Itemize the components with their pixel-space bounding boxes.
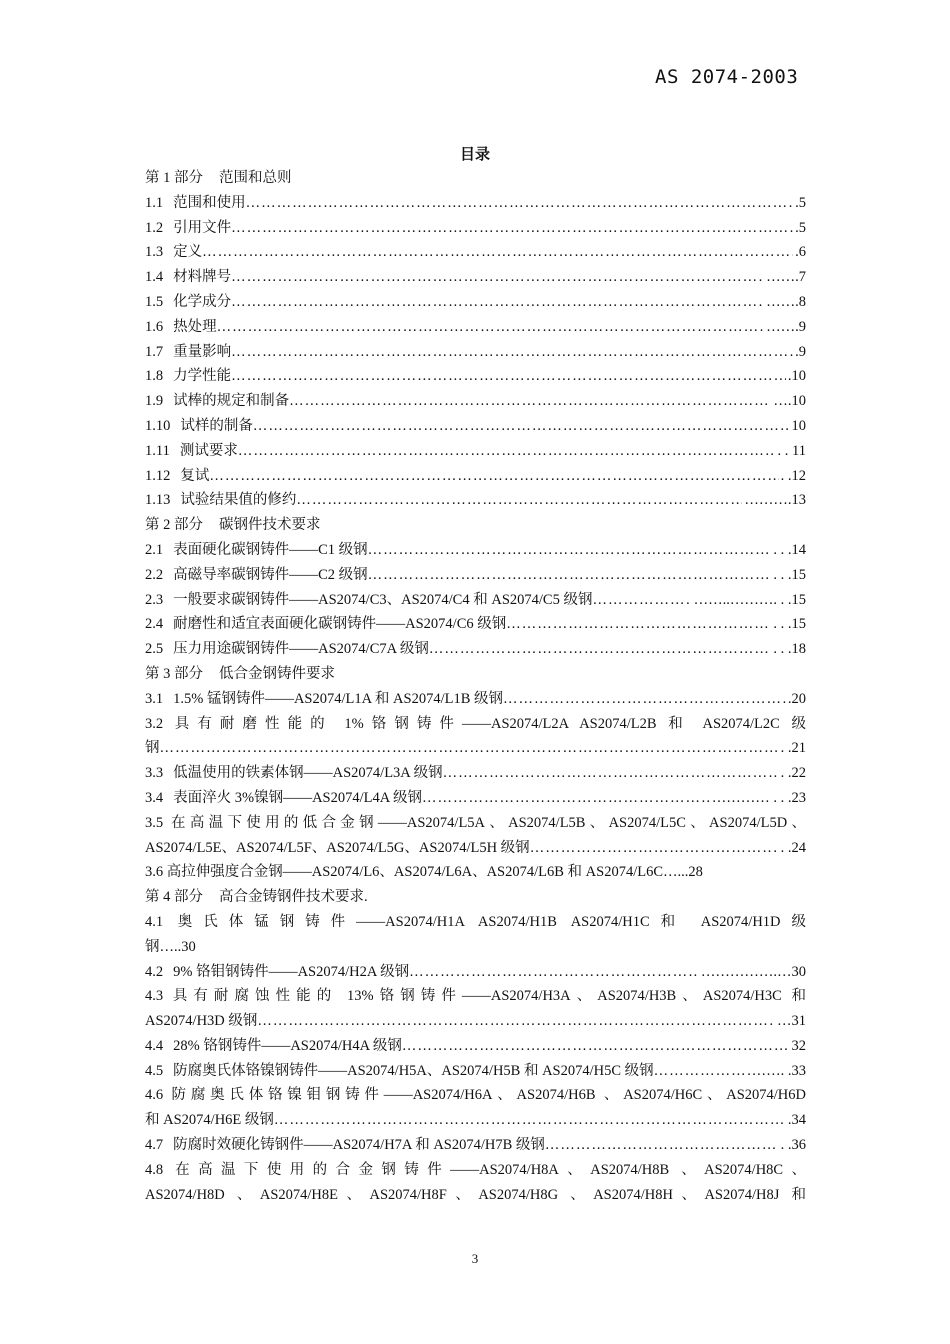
dot-leader — [231, 364, 786, 389]
entry-page: . .36 — [780, 1137, 806, 1154]
part-number: 第 2 部分 — [145, 517, 203, 534]
toc-entry — [145, 265, 806, 290]
dot-leader — [409, 960, 699, 985]
entry-title: 热处理 — [173, 318, 217, 335]
entry-title: 一般要求碳钢铸件——AS2074/C3、AS2074/C4 和 AS2074/C5 级钢 — [173, 591, 593, 608]
part-title: 高合金铸钢件技术要求. — [219, 889, 368, 906]
entry-text: AS2074/H8D 、AS2074/H8E、AS2074/H8F、AS2074/H8G 、AS2074/H8H、AS2074/H8J 和 — [145, 1186, 806, 1203]
entry-title: 定义 — [173, 244, 203, 261]
toc-part-heading — [145, 513, 806, 538]
part-number: 第 1 部分 — [145, 170, 203, 186]
part-title: 范围和总则 — [219, 170, 292, 186]
entry-title: 防腐奥氏体铬镍钢铸件——AS2074/H5A、AS2074/H5B 和 AS2074/H5C 级钢 — [173, 1062, 654, 1079]
toc-entry — [145, 191, 806, 216]
entry-title: 表面硬化碳钢铸件——C1 级钢 — [173, 541, 368, 558]
dot-leader — [202, 240, 793, 265]
dot-leader — [231, 340, 793, 365]
toc-entry — [145, 960, 806, 985]
entry-title: 和 AS2074/H6E 级钢 — [145, 1112, 274, 1129]
entry-number: 1.6 — [145, 318, 164, 335]
part-title: 低合金钢铸件要求 — [219, 665, 335, 682]
entry-number: 1.7 — [145, 343, 164, 360]
entry-number: 2.3 — [145, 591, 164, 608]
entry-text: 4.6 防腐奥氏体铬镍钼钢铸件——AS2074/H6A、AS2074/H6B 、AS2074/H6C、AS2074/H6D — [145, 1087, 806, 1104]
entry-page: . . 11 — [777, 442, 806, 459]
toc-entry — [145, 563, 806, 588]
toc-entry — [145, 340, 806, 365]
entry-title: 力学性能 — [173, 368, 232, 385]
entry-page: . .12 — [780, 467, 806, 484]
entry-page: . . .18 — [773, 641, 806, 658]
entry-number: 1.2 — [145, 219, 164, 236]
entry-title: 压力用途碳钢铸件——AS2074/C7A 级钢 — [173, 641, 429, 658]
entry-number: 3.1 — [145, 690, 164, 707]
dot-leader — [654, 1059, 750, 1084]
entry-page: …….9 — [766, 318, 806, 335]
toc-part-heading — [145, 166, 806, 191]
entry-page: …………….…30 — [700, 963, 806, 980]
entry-page: .6 — [795, 244, 806, 261]
entry-title: 防腐时效硬化铸钢件——AS2074/H7A 和 AS2074/H7B 级钢 — [173, 1137, 545, 1154]
toc-entry — [145, 439, 806, 464]
toc-entry — [145, 1133, 806, 1158]
toc-entry — [145, 240, 806, 265]
entry-page: . .22 — [780, 765, 806, 782]
dot-leader — [368, 538, 772, 563]
part-title: 碳钢件技术要求 — [219, 517, 321, 534]
toc-entry-plain — [145, 935, 806, 960]
dot-leader — [506, 612, 771, 637]
entry-title: AS2074/H3D 级钢 — [145, 1013, 258, 1030]
entry-text: 3.2 具有耐磨性能的 1%铬钢铸件——AS2074/L2A AS2074/L2B 和 AS2074/L2C 级 — [145, 715, 806, 732]
dot-leader — [231, 265, 764, 290]
part-number: 第 4 部分 — [145, 889, 203, 906]
entry-text: 4.1 奥氏体锰钢铸件——AS2074/H1A AS2074/H1B AS2074/H1C和 AS2074/H1D级 — [145, 913, 806, 930]
dot-leader — [368, 563, 772, 588]
entry-text: 钢…..30 — [145, 938, 196, 955]
toc-entry-wrapped — [145, 1158, 806, 1183]
entry-number: 2.4 — [145, 616, 164, 633]
entry-title: AS2074/L5E、AS2074/L5F、AS2074/L5G、AS2074/L5H 级钢 — [145, 839, 530, 856]
toc-entry — [145, 588, 806, 613]
entry-number: 1.3 — [145, 244, 164, 261]
dot-leader — [253, 414, 790, 439]
entry-page: ………… . . .23 — [711, 789, 806, 806]
entry-title: 化学成分 — [173, 293, 232, 310]
entry-page: ……. .33 — [751, 1062, 806, 1079]
entry-page: . . .14 — [773, 541, 806, 558]
toc-entry-wrapped — [145, 712, 806, 737]
entry-page: .9 — [795, 343, 806, 360]
dot-leader — [160, 736, 779, 761]
toc-entry — [145, 488, 806, 513]
entry-number: 1.4 — [145, 269, 164, 286]
toc-entry — [145, 1108, 806, 1133]
entry-title: 1.5% 锰钢铸件——AS2074/L1A 和 AS2074/L1B 级钢 — [173, 690, 504, 707]
entry-page: ….10 — [773, 393, 806, 410]
entry-title: 引用文件 — [173, 219, 232, 236]
entry-number: 2.1 — [145, 541, 164, 558]
entry-number: 4.7 — [145, 1137, 164, 1154]
entry-number: 1.9 — [145, 393, 164, 410]
entry-number: 3.3 — [145, 765, 164, 782]
entry-page: . .21 — [780, 740, 806, 757]
toc-entry — [145, 1059, 806, 1084]
toc-part-heading — [145, 662, 806, 687]
toc-entry — [145, 364, 806, 389]
entry-page: .5 — [795, 194, 806, 211]
entry-page: ……….13 — [744, 492, 806, 509]
dot-leader — [530, 836, 772, 861]
entry-title: 测试要求 — [179, 442, 238, 459]
entry-number: 1.10 — [145, 417, 171, 434]
dot-leader — [257, 1009, 775, 1034]
entry-title: 试验结果值的修约 — [180, 492, 297, 509]
toc-entry-wrapped — [145, 984, 806, 1009]
dot-leader — [503, 687, 786, 712]
dot-leader — [231, 216, 793, 241]
dot-leader — [429, 637, 771, 662]
dot-leader — [231, 290, 764, 315]
entry-title: 试样的制备 — [180, 417, 253, 434]
entry-title: 高磁导率碳钢铸件——C2 级钢 — [173, 566, 368, 583]
entry-number: 2.5 — [145, 641, 164, 658]
dot-leader — [296, 488, 742, 513]
entry-title: 范围和使用 — [173, 194, 246, 211]
entry-title: 重量影响 — [173, 343, 232, 360]
toc-entry — [145, 612, 806, 637]
dot-leader — [238, 439, 776, 464]
entry-number: 4.4 — [145, 1037, 164, 1054]
toc-entry — [145, 216, 806, 241]
entry-number: 1.8 — [145, 368, 164, 385]
entry-title: 表面淬火 3%镍钢——AS2074/L4A 级钢 — [173, 789, 423, 806]
entry-number: 3.4 — [145, 789, 164, 806]
entry-text: 4.8 在高温下使用的合金钢铸件——AS2074/H8A、AS2074/H8B 、AS2074/H8C、 — [145, 1161, 806, 1178]
toc-entry-wrapped — [145, 1083, 806, 1108]
dot-leader — [592, 588, 691, 613]
toc-entry-plain — [145, 860, 806, 885]
entry-text: 4.3 具有耐腐蚀性能的 13%铬钢铸件——AS2074/H3A、AS2074/H3B、AS2074/H3C 和 — [145, 988, 806, 1005]
entry-page: 32 — [791, 1037, 806, 1054]
toc-entry — [145, 687, 806, 712]
toc-entry — [145, 786, 806, 811]
entry-number: 1.1 — [145, 194, 164, 211]
toc-entry-wrapped — [145, 1183, 806, 1208]
entry-page: …….8 — [766, 293, 806, 310]
part-number: 第 3 部分 — [145, 665, 203, 682]
dot-leader — [217, 315, 765, 340]
dot-leader — [402, 1034, 790, 1059]
toc-entry — [145, 315, 806, 340]
toc-entry-wrapped — [145, 811, 806, 836]
toc-entry — [145, 464, 806, 489]
toc-entry — [145, 414, 806, 439]
entry-number: 4.5 — [145, 1062, 164, 1079]
dot-leader — [422, 786, 710, 811]
dot-leader — [246, 191, 794, 216]
toc-entry-wrapped — [145, 910, 806, 935]
entry-page: 10 — [791, 417, 806, 434]
entry-title: 材料牌号 — [173, 269, 232, 286]
dot-leader — [209, 464, 778, 489]
toc-entry — [145, 1034, 806, 1059]
entry-text: 3.5 在高温下使用的低合金钢——AS2074/L5A、AS2074/L5B、AS2074/L5C、AS2074/L5D、 — [145, 814, 806, 831]
entry-page: . . .15 — [773, 566, 806, 583]
entry-page: …31 — [777, 1013, 806, 1030]
entry-title: 28% 铬钢铸件——AS2074/H4A 级钢 — [173, 1037, 402, 1054]
dot-leader — [274, 1108, 786, 1133]
entry-page: .10 — [787, 368, 806, 385]
toc-entry — [145, 389, 806, 414]
entry-number: 1.5 — [145, 293, 164, 310]
dot-leader — [289, 389, 771, 414]
entry-title: 9% 铬钼钢铸件——AS2074/H2A 级钢 — [173, 963, 410, 980]
entry-page: .5 — [795, 219, 806, 236]
entry-number: 1.12 — [145, 467, 171, 484]
toc-title: 目录 — [459, 147, 490, 163]
entry-title: 钢 — [145, 740, 160, 757]
entry-page: ……..………. . .15 — [693, 591, 806, 608]
entry-title: 耐磨性和适宜表面硬化碳钢铸件——AS2074/C6 级钢 — [173, 616, 507, 633]
entry-page: . . .15 — [773, 616, 806, 633]
entry-title: 复试 — [180, 467, 210, 484]
entry-page: .34 — [787, 1112, 806, 1129]
toc-entry — [145, 736, 806, 761]
table-of-contents — [145, 166, 806, 1207]
entry-title: 试棒的规定和制备 — [173, 393, 290, 410]
entry-title: 低温使用的铁素体钢——AS2074/L3A 级钢 — [173, 765, 443, 782]
entry-number: 4.2 — [145, 963, 164, 980]
toc-entry — [145, 290, 806, 315]
toc-entry — [145, 1009, 806, 1034]
dot-leader — [443, 761, 779, 786]
toc-entry — [145, 637, 806, 662]
entry-page: . . .24 — [773, 839, 806, 856]
toc-entry — [145, 836, 806, 861]
dot-leader — [545, 1133, 779, 1158]
toc-entry — [145, 538, 806, 563]
toc-entry — [145, 761, 806, 786]
document-code: AS 2074-2003 — [655, 66, 799, 88]
entry-number: 2.2 — [145, 566, 164, 583]
entry-number: 1.13 — [145, 492, 171, 509]
entry-page: .20 — [787, 690, 806, 707]
toc-part-heading — [145, 885, 806, 910]
page-number: 3 — [471, 1251, 479, 1266]
entry-text: 3.6 高拉伸强度合金钢——AS2074/L6、AS2074/L6A、AS2074/L6B 和 AS2074/L6C…...28 — [145, 864, 703, 881]
entry-page: …….7 — [766, 269, 806, 286]
entry-number: 1.11 — [145, 442, 170, 459]
